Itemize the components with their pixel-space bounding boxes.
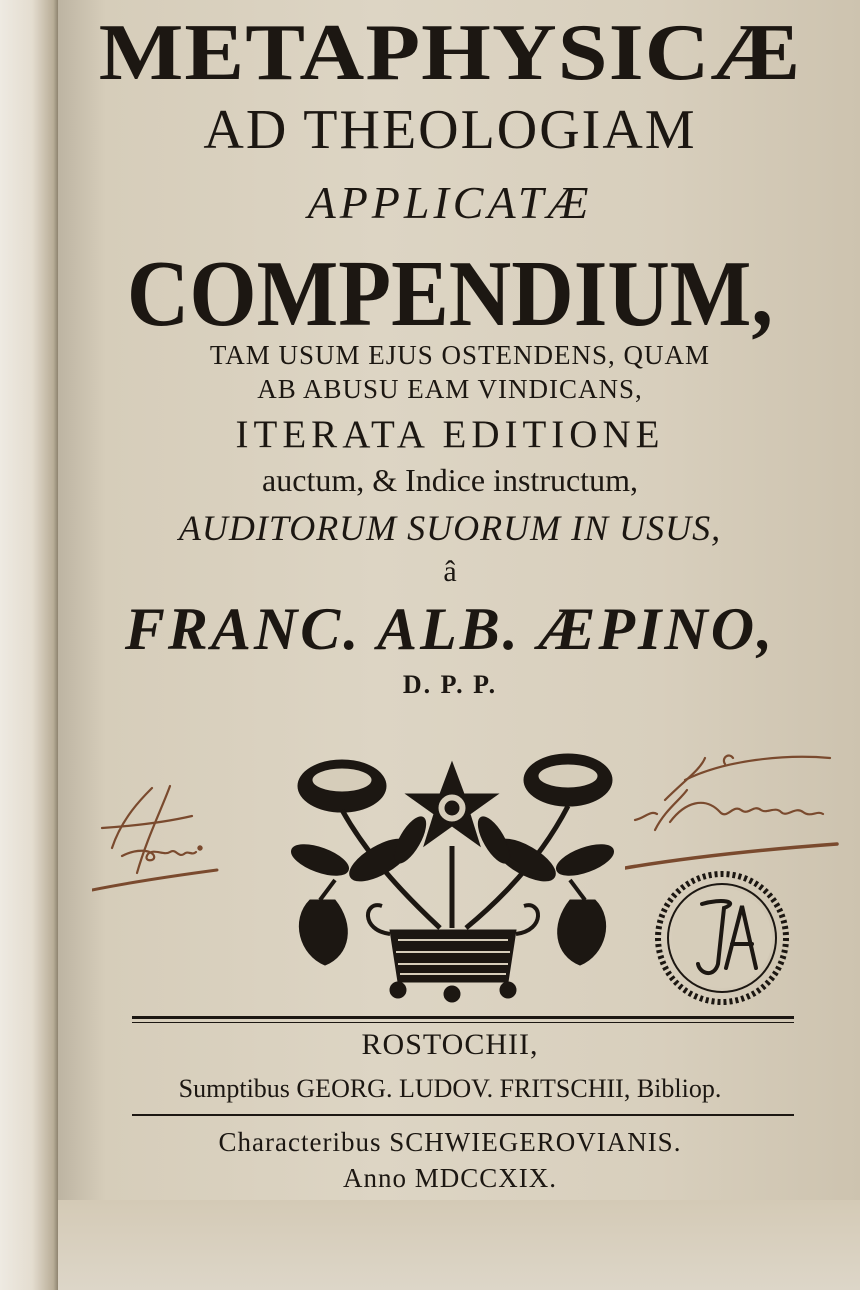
imprint-year: Anno MDCCXIX. xyxy=(342,1163,557,1193)
imprint-rule-top xyxy=(132,1016,794,1019)
monogram-seal-stamp-icon xyxy=(652,868,792,1008)
edition-note: auctum, & Indice instructum, xyxy=(262,462,638,498)
title-line-1: METAPHYSICÆ xyxy=(98,9,802,97)
imprint-rule-middle xyxy=(132,1114,794,1116)
author-title: D. P. P. xyxy=(402,670,498,699)
by-line: â xyxy=(443,555,457,588)
imprint-rule-top-thin xyxy=(132,1022,794,1023)
flower-vase-woodcut-icon xyxy=(280,750,625,1005)
title-line-2: AD THEOLOGIAM xyxy=(203,99,697,161)
subtitle-line-2: AB ABUSU EAM VINDICANS, xyxy=(257,374,643,404)
title-line-3: APPLICATÆ xyxy=(307,177,593,228)
signature-right-icon xyxy=(625,740,840,880)
imprint-publisher: Sumptibus GEORG. LUDOV. FRITSCHII, Bibliop. xyxy=(178,1074,722,1103)
author-name: FRANC. ALB. ÆPINO, xyxy=(124,596,776,662)
imprint-printer: Characteribus SCHWIEGEROVIANIS. xyxy=(218,1127,682,1157)
page-bottom-edge xyxy=(58,1200,860,1290)
subtitle-line-1: TAM USUM EJUS OSTENDENS, QUAM xyxy=(209,340,711,370)
edition-line: ITERATA EDITIONE xyxy=(235,413,665,456)
imprint-place: ROSTOCHII, xyxy=(361,1028,539,1061)
signature-left-icon xyxy=(92,778,222,898)
title-line-4: COMPENDIUM, xyxy=(126,242,774,346)
audience-line: AUDITORUM SUORUM IN USUS, xyxy=(178,508,722,548)
